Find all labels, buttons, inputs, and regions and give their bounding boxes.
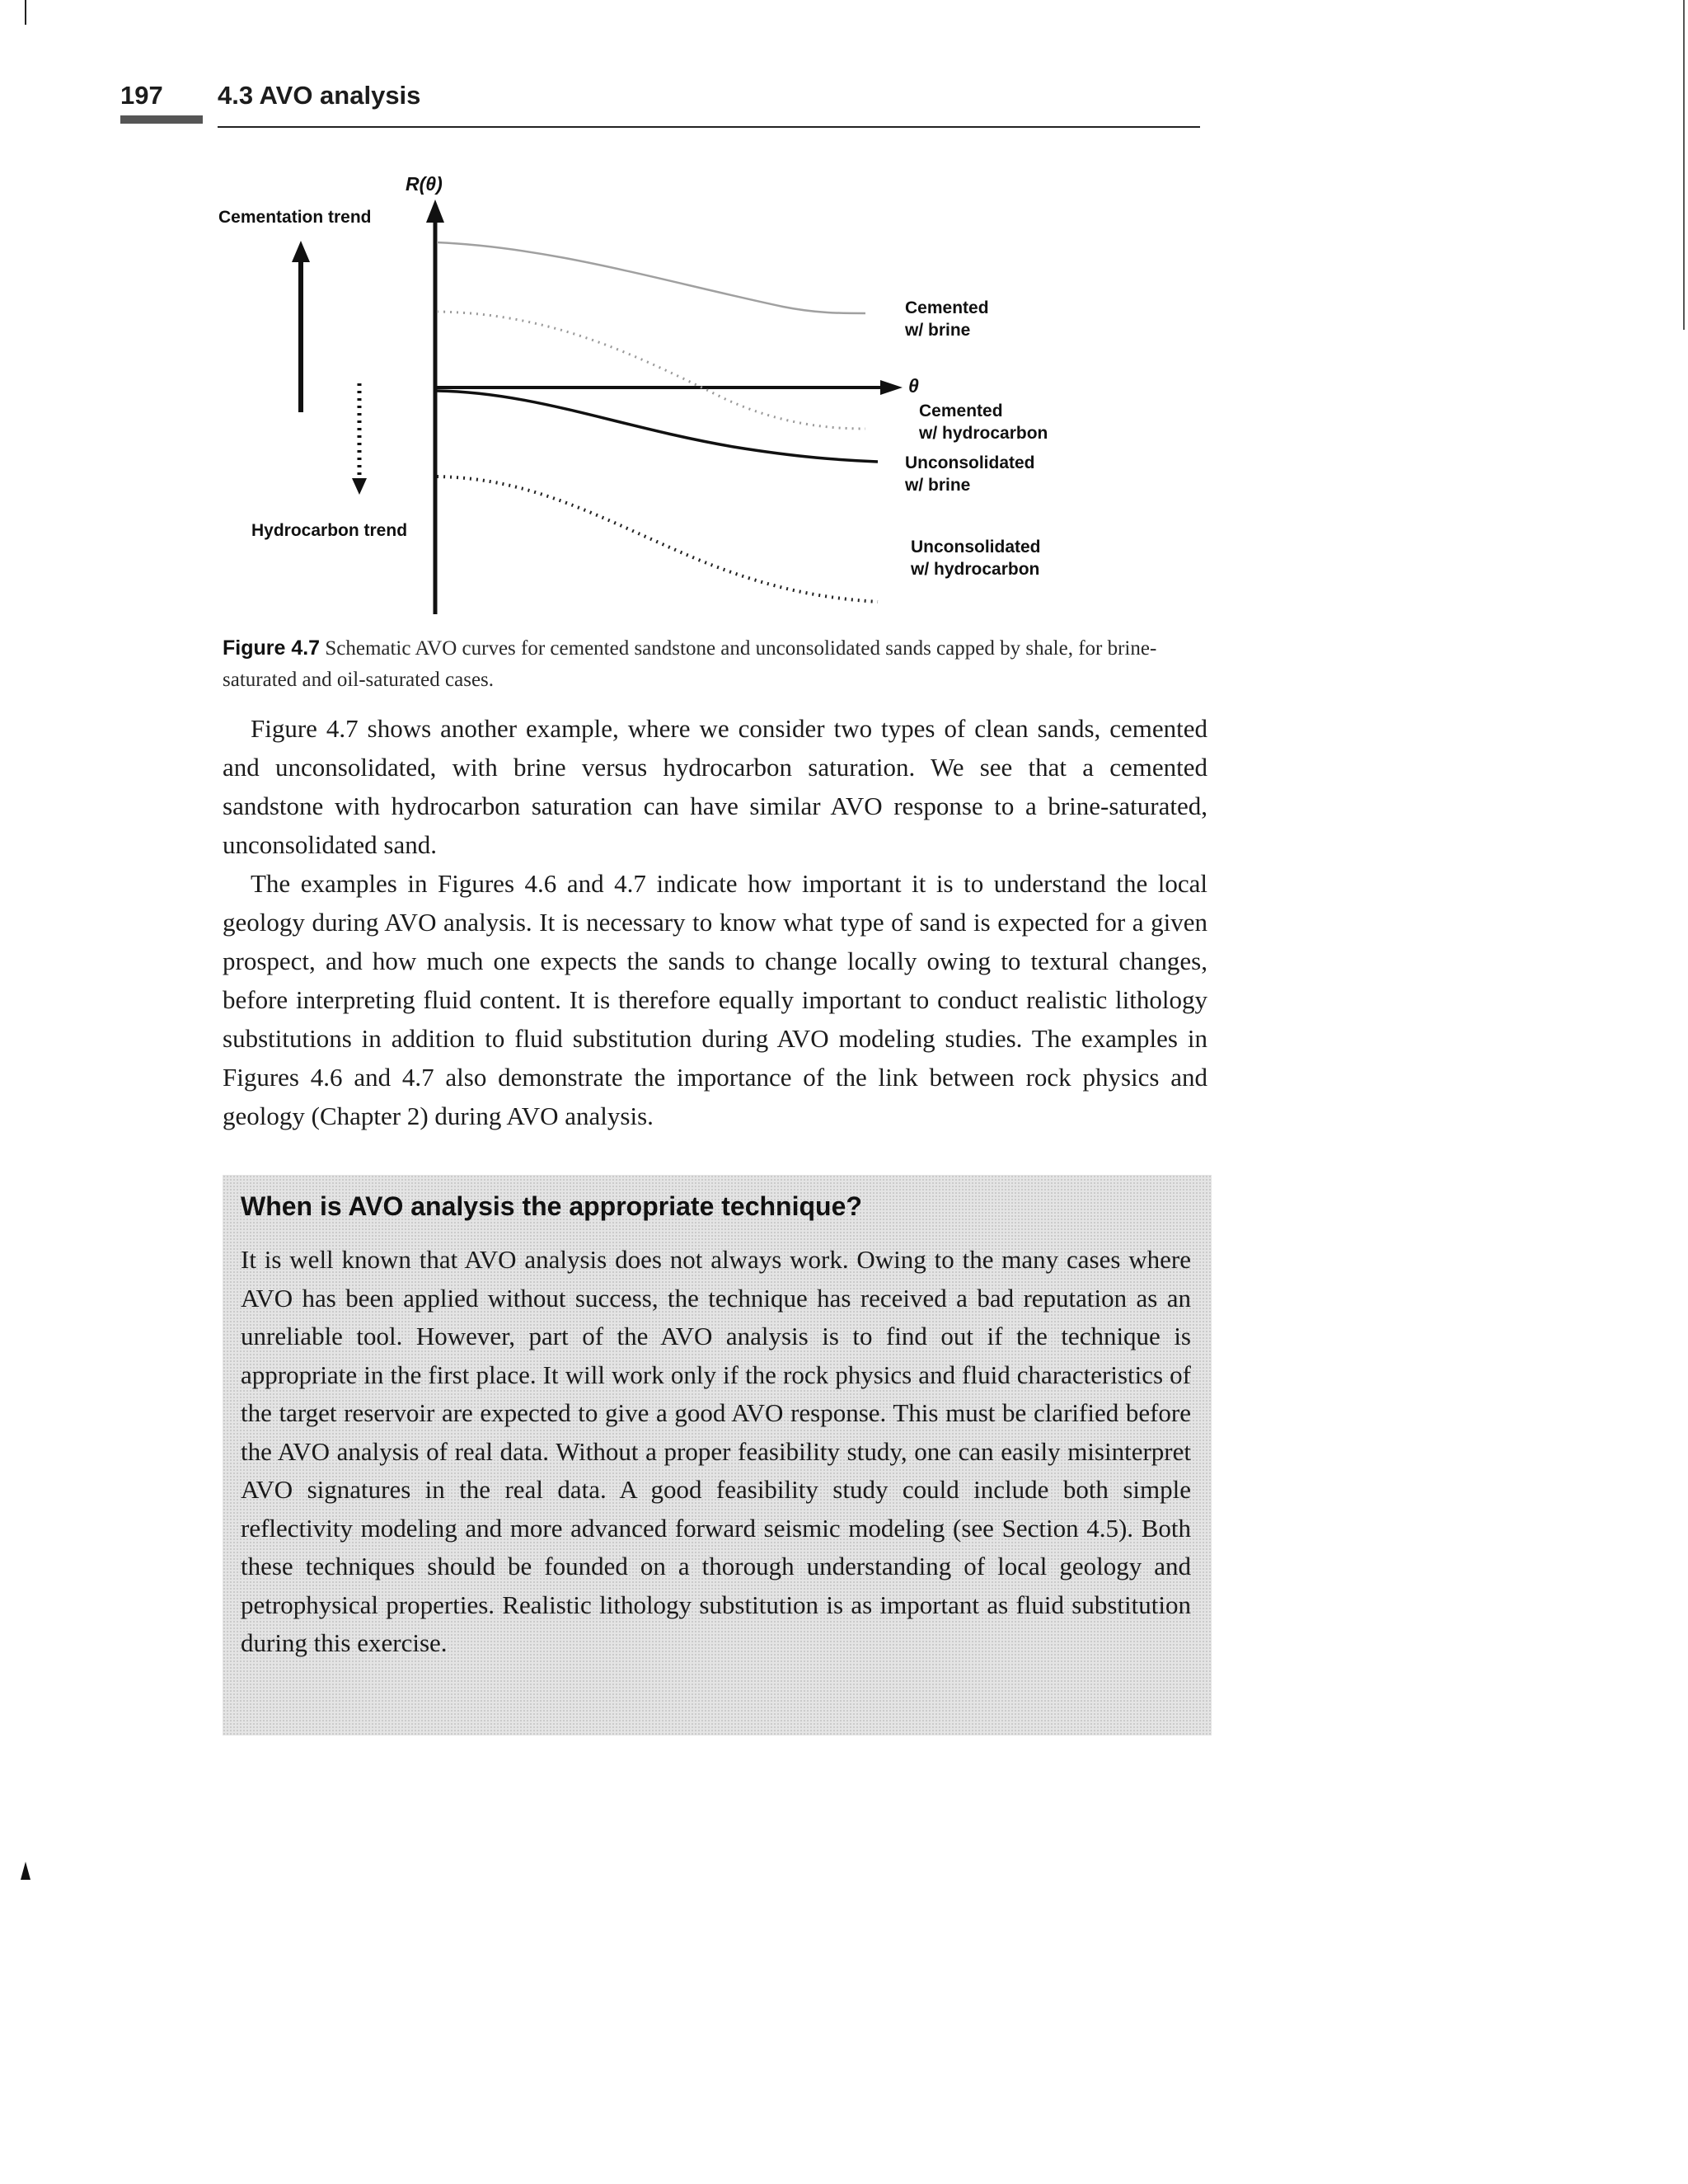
body-paragraph: Figure 4.7 shows another example, where we consider two types of clean sands, cemented and unconsolidated, with brine versus hydrocarbon saturation. We see that a cemented sandstone with hydrocarbon saturation can have similar AVO response to a brine-saturated, unconsolidated sand. (223, 714, 1207, 859)
cementation-trend-label: Cementation trend (218, 208, 372, 227)
body-text (223, 709, 1207, 1135)
hydrocarbon-trend-arrowhead (352, 478, 367, 495)
hydrocarbon-trend-label: Hydrocarbon trend (251, 521, 408, 540)
curve-cemented-hydrocarbon (437, 312, 865, 429)
scan-mark-triangle (21, 1862, 30, 1880)
theta-axis-label: θ (908, 375, 919, 397)
curve-cemented-brine (437, 242, 865, 313)
curve-label-unconsolidated-brine: Unconsolidated w/ brine (905, 453, 1035, 495)
scan-edge (25, 0, 26, 25)
page-number-bar (120, 115, 203, 124)
r-theta-axis-label: R(θ) (406, 173, 443, 195)
curve-label-cemented-hydrocarbon: Cemented w/ hydrocarbon (919, 402, 1048, 443)
r-theta-axis-arrowhead (426, 200, 444, 223)
curve-unconsolidated-brine (437, 391, 878, 462)
avo-figure (206, 165, 1129, 627)
body-paragraph: The examples in Figures 4.6 and 4.7 indicate how important it is to understand the local geology during AVO analysis. It is necessary to know what type of sand is expected for a given prospect, and how much one expects the sands to change locally owing to textural changes, before interpreting fluid content. It is therefore equally important to conduct realistic lithology substitutions in addition to fluid substitution during AVO modeling studies. The examples in Figures 4.6 and 4.7 also demonstrate the importance of the link between rock physics and geology (Chapter 2) during AVO analysis. (223, 869, 1207, 1130)
sidebar-box (223, 1175, 1212, 1735)
figure-caption (223, 633, 1195, 696)
running-head: 4.3 AVO analysis (218, 81, 421, 110)
curve-label-unconsolidated-hydrocarbon: Unconsolidated w/ hydrocarbon (911, 538, 1041, 579)
theta-axis-arrowhead (880, 380, 903, 395)
figure-caption-label: Figure 4.7 (223, 636, 321, 660)
sidebar-box-text: It is well known that AVO analysis does not always work. Owing to the many cases where AVO has been applied without success, the technique has received a bad reputation as an unreliable tool. However, part of the AVO analysis is to find out if the technique is appropriate in the first place. It will work only if the rock physics and fluid characteristics of the target reservoir are expected to give a good AVO response. This must be clarified before the AVO analysis of real data. Without a proper feasibility study, one can easily misinterpret AVO signatures in the real data. A good feasibility study could include both simple reflectivity modeling and more advanced forward seismic modeling (see Section 4.5). Both these techniques should be founded on a thorough understanding of local geology and petrophysical properties. Realistic lithology substitution is as important as fluid substitution during this exercise. (241, 1245, 1191, 1657)
curve-unconsolidated-hydrocarbon (437, 477, 878, 602)
header-rule (218, 126, 1200, 128)
sidebar-box-title: When is AVO analysis the appropriate technique? (241, 1191, 862, 1221)
scan-edge (1683, 0, 1685, 330)
curve-label-cemented-brine: Cemented w/ brine (905, 298, 989, 340)
figure-caption-text: Schematic AVO curves for cemented sandstone and unconsolidated sands capped by shale, for brine-saturated and oil-saturated cases. (223, 637, 1157, 691)
page-number: 197 (120, 81, 163, 110)
cementation-trend-arrowhead (292, 241, 310, 262)
